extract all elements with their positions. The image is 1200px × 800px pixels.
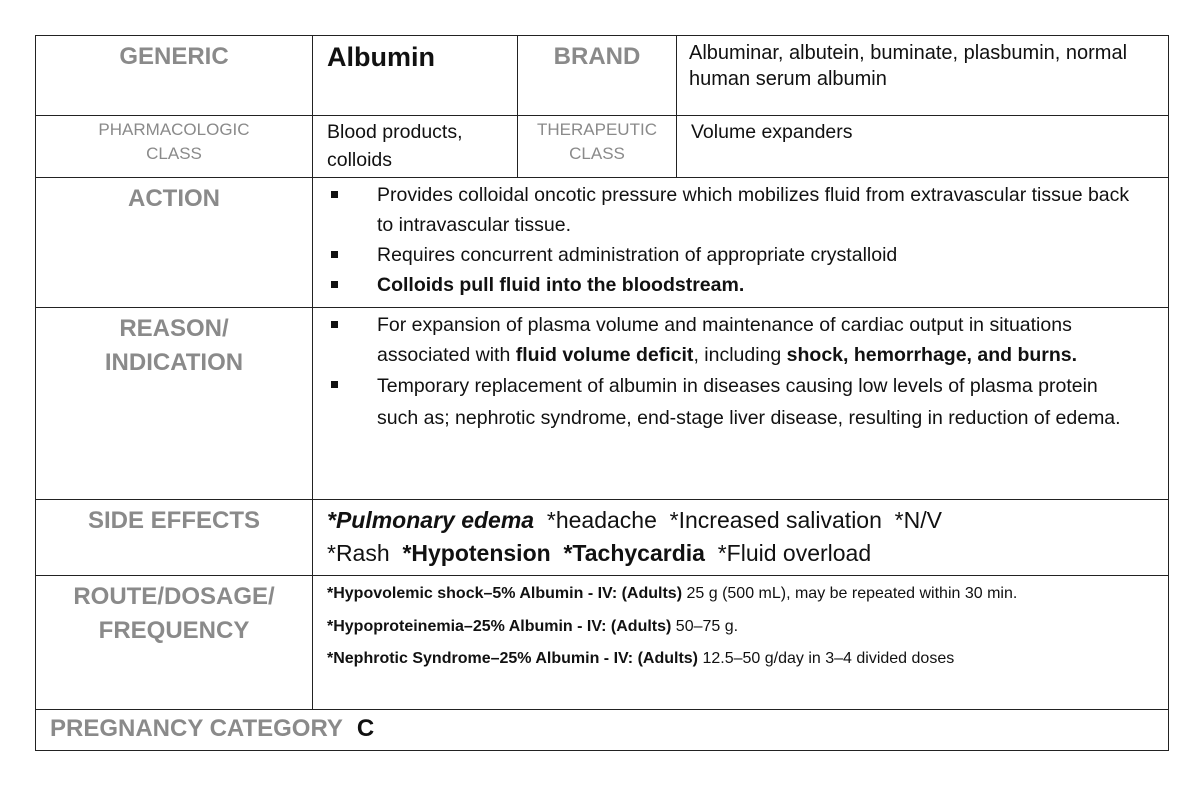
side-effect: *Tachycardia bbox=[563, 540, 705, 566]
brand-value: Albuminar, albutein, buminate, plasbumin, normal human serum albumin bbox=[677, 36, 1169, 116]
side-effects-line1 bbox=[327, 504, 1154, 537]
route-label bbox=[36, 576, 313, 710]
side-effects-row bbox=[36, 500, 1169, 576]
therapeutic-class-label bbox=[518, 116, 677, 178]
side-effects-label: SIDE EFFECTS bbox=[36, 500, 313, 576]
indication-text: , including bbox=[693, 344, 787, 366]
side-effect: *Hypotension bbox=[402, 540, 551, 566]
indication-label-line1: REASON/ bbox=[119, 315, 229, 342]
route-dose-text: 50–75 g. bbox=[671, 617, 739, 635]
side-effects-line2 bbox=[327, 537, 1154, 570]
pregnancy-label: PREGNANCY CATEGORY bbox=[50, 715, 343, 742]
indication-item: Temporary replacement of albumin in diseases causing low levels of plasma protein such as; nephrotic syndrome, end-stage liver disease, resulting in reduction of edema. bbox=[327, 370, 1144, 434]
indication-item bbox=[327, 310, 1144, 370]
route-dose-heading: *Hypoproteinemia–25% Albumin - IV: (Adults) bbox=[327, 617, 672, 635]
brand-label: BRAND bbox=[518, 36, 677, 116]
indication-value bbox=[313, 308, 1169, 500]
indication-label-line2: INDICATION bbox=[104, 349, 244, 376]
action-label: ACTION bbox=[36, 178, 313, 308]
route-dose-text: 12.5–50 g/day in 3–4 divided doses bbox=[698, 650, 955, 667]
indication-emphasis: fluid volume deficit bbox=[515, 344, 694, 366]
action-item: Requires concurrent administration of appropriate crystalloid bbox=[327, 240, 1144, 270]
route-row bbox=[36, 576, 1169, 710]
therapeutic-class-label-line2: CLASS bbox=[569, 144, 625, 163]
pharmacologic-class-label-line1: PHARMACOLOGIC bbox=[98, 120, 250, 139]
route-value bbox=[313, 576, 1169, 710]
drug-card-table bbox=[35, 35, 1169, 751]
route-label-line1: ROUTE/DOSAGE/ bbox=[73, 583, 275, 610]
side-effect: *Fluid overload bbox=[717, 540, 872, 566]
indication-row bbox=[36, 308, 1169, 500]
indication-text: For expansion of plasma volume and maintenance of cardiac output in situations associated with bbox=[377, 314, 1072, 366]
pregnancy-cell bbox=[36, 710, 1169, 751]
route-dose-heading: *Hypovolemic shock–5% Albumin - IV: (Adults) bbox=[327, 585, 683, 602]
route-dose-line bbox=[327, 611, 1154, 644]
side-effect: *Pulmonary edema bbox=[327, 507, 535, 533]
indication-list bbox=[327, 310, 1154, 434]
generic-value: Albumin bbox=[313, 36, 518, 116]
route-dose-line bbox=[327, 578, 1154, 611]
action-value bbox=[313, 178, 1169, 308]
generic-row bbox=[36, 36, 1169, 116]
action-item: Colloids pull fluid into the bloodstream. bbox=[327, 270, 1144, 300]
side-effect: *headache bbox=[546, 507, 657, 533]
therapeutic-class-label-line1: THERAPEUTIC bbox=[537, 120, 657, 139]
indication-emphasis: shock, hemorrhage, and burns. bbox=[786, 344, 1078, 366]
pharmacologic-class-label bbox=[36, 116, 313, 178]
class-row bbox=[36, 116, 1169, 178]
action-row bbox=[36, 178, 1169, 308]
therapeutic-class-value: Volume expanders bbox=[677, 116, 1169, 178]
side-effect: *Rash bbox=[327, 540, 390, 566]
indication-label bbox=[36, 308, 313, 500]
pharmacologic-class-label-line2: CLASS bbox=[146, 144, 202, 163]
route-dose-line bbox=[327, 643, 1154, 676]
pregnancy-row bbox=[36, 710, 1169, 751]
route-dose-text: 25 g (500 mL), may be repeated within 30 min. bbox=[682, 585, 1018, 602]
action-item: Provides colloidal oncotic pressure which mobilizes fluid from extravascular tissue back to intravascular tissue. bbox=[327, 180, 1144, 240]
side-effect: *N/V bbox=[894, 507, 942, 533]
side-effect: *Increased salivation bbox=[669, 507, 882, 533]
route-label-line2: FREQUENCY bbox=[98, 617, 250, 644]
action-list bbox=[327, 180, 1154, 300]
side-effects-value bbox=[313, 500, 1169, 576]
pregnancy-value: C bbox=[356, 715, 375, 742]
pharmacologic-class-value: Blood products, colloids bbox=[313, 116, 518, 178]
generic-label: GENERIC bbox=[36, 36, 313, 116]
route-dose-heading: *Nephrotic Syndrome–25% Albumin - IV: (Adults) bbox=[327, 650, 699, 667]
